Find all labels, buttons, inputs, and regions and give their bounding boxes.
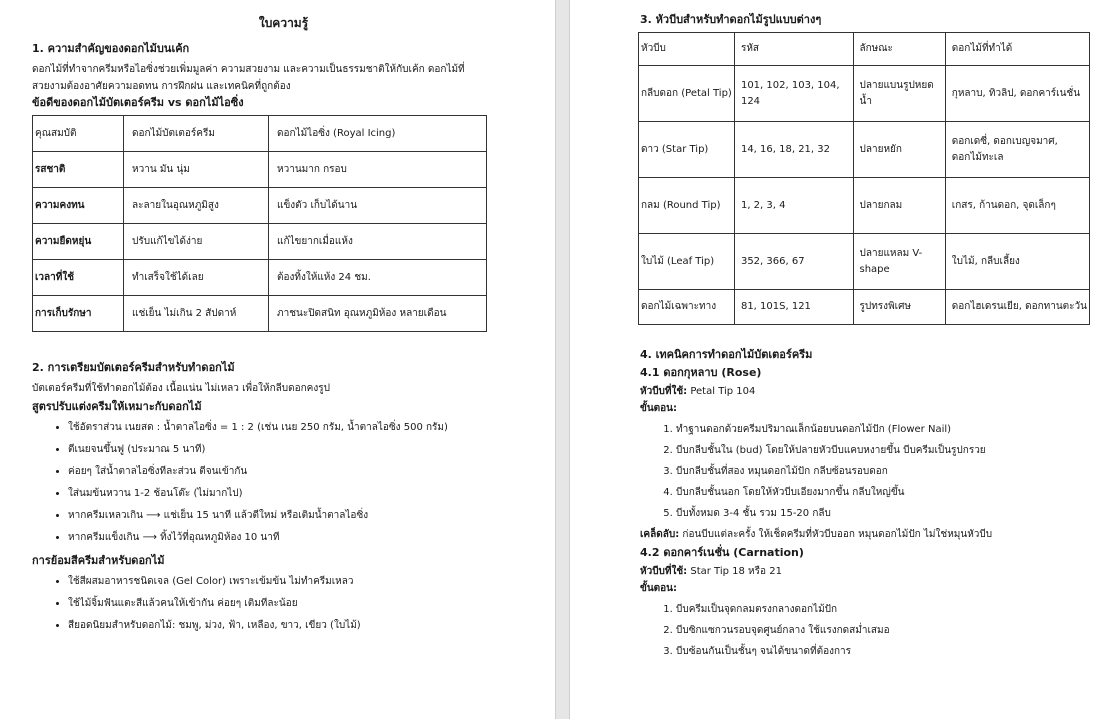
table-cell: ดอกไม้ที่ทำได้ [945,33,1089,66]
list-item: 2. บีบกลีบชั้นใน (bud) โดยให้ปลายหัวบีบแคบหงายขึ้น บีบครีมเป็นรูปกรวย [676,440,1111,461]
table-row [33,152,487,188]
section-4-2-steps-label: ขั้นตอน: [640,583,678,594]
table-row [33,224,487,260]
list-item: 3. บีบกลีบชั้นที่สอง หมุนดอกไม้ปัก กลีบซ้อนรอบดอก [676,461,1111,482]
table-cell: 81, 101S, 121 [734,290,853,325]
section-1-paragraph-line-1: ดอกไม้ที่ทำจากครีมหรือไอซิ่งช่วยเพิ่มมูลค่า ความสวยงาม และความเป็นธรรมชาติให้กับเค้ก ดอกไม้ที่ [32,64,465,75]
table-cell: หวานมาก กรอบ [269,152,487,188]
table-cell: แข็งตัว เก็บได้นาน [269,188,487,224]
list-item: • ใช้สีผสมอาหารชนิดเจล (Gel Color) เพราะเข้มข้น ไม่ทำครีมเหลว [68,571,535,593]
list-item: 3. บีบซ้อนกันเป็นชั้นๆ จนได้ขนาดที่ต้องการ [676,641,1111,662]
list-item: • หากครีมเหลวเกิน ⟶ แช่เย็น 15 นาที แล้วตีใหม่ หรือเติมน้ำตาลไอซิ่ง [68,505,535,527]
table-row [639,122,1090,178]
table-cell: รูปทรงพิเศษ [853,290,945,325]
section-4-1-tip-line [640,383,1111,400]
recipe-list [32,417,535,549]
table-cell: ปลายแหลม V-shape [853,234,945,290]
table-cell: 1, 2, 3, 4 [734,178,853,234]
list-item: 1. บีบครีมเป็นจุดกลมตรงกลางดอกไม้ปัก [676,599,1111,620]
table-row [33,116,487,152]
table-cell: ปรับแก้ไขได้ง่าย [124,224,269,260]
table-cell: หวาน มัน นุ่ม [124,152,269,188]
rose-steps-list [640,419,1111,524]
table-row [33,296,487,332]
section-4-1-tip-note [640,526,1111,543]
table-cell: ภาชนะปิดสนิท อุณหภูมิห้อง หลายเดือน [269,296,487,332]
tip-label: หัวบีบที่ใช้: [640,566,688,577]
table-row [639,178,1090,234]
comparison-table [32,115,487,332]
table-cell: ดอกไม้บัตเตอร์ครีม [124,116,269,152]
tip-note-text: ก่อนบีบแต่ละครั้ง ให้เช็ดครีมที่หัวบีบออก หมุนดอกไม้ปัก ไม่ใช่หมุนหัวบีบ [682,529,993,540]
table-cell: การเก็บรักษา [33,296,124,332]
tip-label: หัวบีบที่ใช้: [640,386,688,397]
table-cell: คุณสมบัติ [33,116,124,152]
table-cell: ปลายกลม [853,178,945,234]
list-item: • ตีเนยจนขึ้นฟู (ประมาณ 5 นาที) [68,439,535,461]
list-item: • ค่อยๆ ใส่น้ำตาลไอซิ่งทีละส่วน ตีจนเข้ากัน [68,461,535,483]
list-item: 1. ทำฐานดอกด้วยครีมปริมาณเล็กน้อยบนดอกไม้ปัก (Flower Nail) [676,419,1111,440]
table-cell: ความคงทน [33,188,124,224]
list-item: 5. บีบทั้งหมด 3-4 ชั้น รวม 15-20 กลีบ [676,503,1111,524]
table-row [33,188,487,224]
table-cell: ดอกไม้เฉพาะทาง [639,290,735,325]
table-cell: ดาว (Star Tip) [639,122,735,178]
tip-value: Star Tip 18 หรือ 21 [690,566,782,577]
table-cell: กลีบดอก (Petal Tip) [639,66,735,122]
table-cell: ลักษณะ [853,33,945,66]
list-item: • ใช้อัตราส่วน เนยสด : น้ำตาลไอซิ่ง = 1 : 2 (เช่น เนย 250 กรัม, น้ำตาลไอซิ่ง 500 กรัม) [68,417,535,439]
list-item: • ใช้ไม้จิ้มฟันแตะสีแล้วคนให้เข้ากัน ค่อยๆ เติมทีละน้อย [68,593,535,615]
table-cell: ความยืดหยุ่น [33,224,124,260]
table-cell: ปลายหยัก [853,122,945,178]
tip-value: Petal Tip 104 [690,386,756,397]
table-row [639,66,1090,122]
section-4-2-heading: 4.2 ดอกคาร์เนชั่น (Carnation) [640,546,804,559]
table-cell: ทำเสร็จใช้ได้เลย [124,260,269,296]
table-cell: 352, 366, 67 [734,234,853,290]
table-cell: แก้ไขยากเมื่อแห้ง [269,224,487,260]
list-item: • ใส่นมข้นหวาน 1-2 ช้อนโต๊ะ (ไม่มากไป) [68,483,535,505]
section-4-1-heading: 4.1 ดอกกุหลาบ (Rose) [640,366,762,379]
section-1-paragraph-line-2: สวยงามต้องอาศัยความอดทน การฝึกฝน และเทคนิคที่ถูกต้อง [32,81,291,92]
section-3-heading: 3. หัวบีบสำหรับทำดอกไม้รูปแบบต่างๆ [640,13,822,26]
table-row [639,33,1090,66]
table-cell: ดอกไฮเดรนเยีย, ดอกทานตะวัน [945,290,1089,325]
document-title: ใบความรู้ [258,16,309,30]
table-cell: รหัส [734,33,853,66]
table-row [33,260,487,296]
list-item: 2. บีบซิกแซกวนรอบจุดศูนย์กลาง ใช้แรงกดสม่ำเสมอ [676,620,1111,641]
section-2-subheading-recipe: สูตรปรับแต่งครีมให้เหมาะกับดอกไม้ [32,400,202,413]
section-4-1-steps-label: ขั้นตอน: [640,403,678,414]
piping-tips-table [638,32,1090,325]
table-cell: ดอกเดซี่, ดอกเบญจมาศ, ดอกไม้ทะเล [945,122,1089,178]
table-row [639,290,1090,325]
table-cell: แช่เย็น ไม่เกิน 2 สัปดาห์ [124,296,269,332]
table-cell: หัวบีบ [639,33,735,66]
table-cell: 14, 16, 18, 21, 32 [734,122,853,178]
section-1-subheading: ข้อดีของดอกไม้บัตเตอร์ครีม vs ดอกไม้ไอซิ่ง [32,96,244,109]
section-1-heading: 1. ความสำคัญของดอกไม้บนเค้ก [32,42,190,55]
section-4-2-tip-line [640,563,1111,580]
table-cell: ปลายแบนรูปหยดน้ำ [853,66,945,122]
table-cell: กลม (Round Tip) [639,178,735,234]
section-2-heading: 2. การเตรียมบัตเตอร์ครีมสำหรับทำดอกไม้ [32,361,235,374]
section-2-subheading-coloring: การย้อมสีครีมสำหรับดอกไม้ [32,554,165,567]
table-cell: เกสร, ก้านดอก, จุดเล็กๆ [945,178,1089,234]
table-cell: ต้องทิ้งให้แห้ง 24 ชม. [269,260,487,296]
carnation-steps-list [640,599,1111,662]
page-left [0,0,555,719]
coloring-list [32,571,535,637]
page-right [570,0,1111,719]
table-cell: ดอกไม้ไอซิ่ง (Royal Icing) [269,116,487,152]
table-cell: กุหลาบ, ทิวลิป, ดอกคาร์เนชั่น [945,66,1089,122]
table-row [639,234,1090,290]
list-item: • สียอดนิยมสำหรับดอกไม้: ชมพู, ม่วง, ฟ้า, เหลือง, ขาว, เขียว (ใบไม้) [68,615,535,637]
table-cell: ใบไม้, กลีบเลี้ยง [945,234,1089,290]
table-cell: ละลายในอุณหภูมิสูง [124,188,269,224]
table-cell: ใบไม้ (Leaf Tip) [639,234,735,290]
section-2-paragraph: บัตเตอร์ครีมที่ใช้ทำดอกไม้ต้อง เนื้อแน่น ไม่เหลว เพื่อให้กลีบดอกคงรูป [32,383,330,394]
section-4-heading: 4. เทคนิคการทำดอกไม้บัตเตอร์ครีม [640,348,813,361]
page-gutter [555,0,570,719]
list-item: 4. บีบกลีบชั้นนอก โดยให้หัวบีบเอียงมากขึ้น กลีบใหญ่ขึ้น [676,482,1111,503]
table-cell: รสชาติ [33,152,124,188]
table-cell: 101, 102, 103, 104, 124 [734,66,853,122]
tip-note-label: เคล็ดลับ: [640,529,680,540]
list-item: • หากครีมแข็งเกิน ⟶ ทิ้งไว้ที่อุณหภูมิห้อง 10 นาที [68,527,535,549]
table-cell: เวลาที่ใช้ [33,260,124,296]
